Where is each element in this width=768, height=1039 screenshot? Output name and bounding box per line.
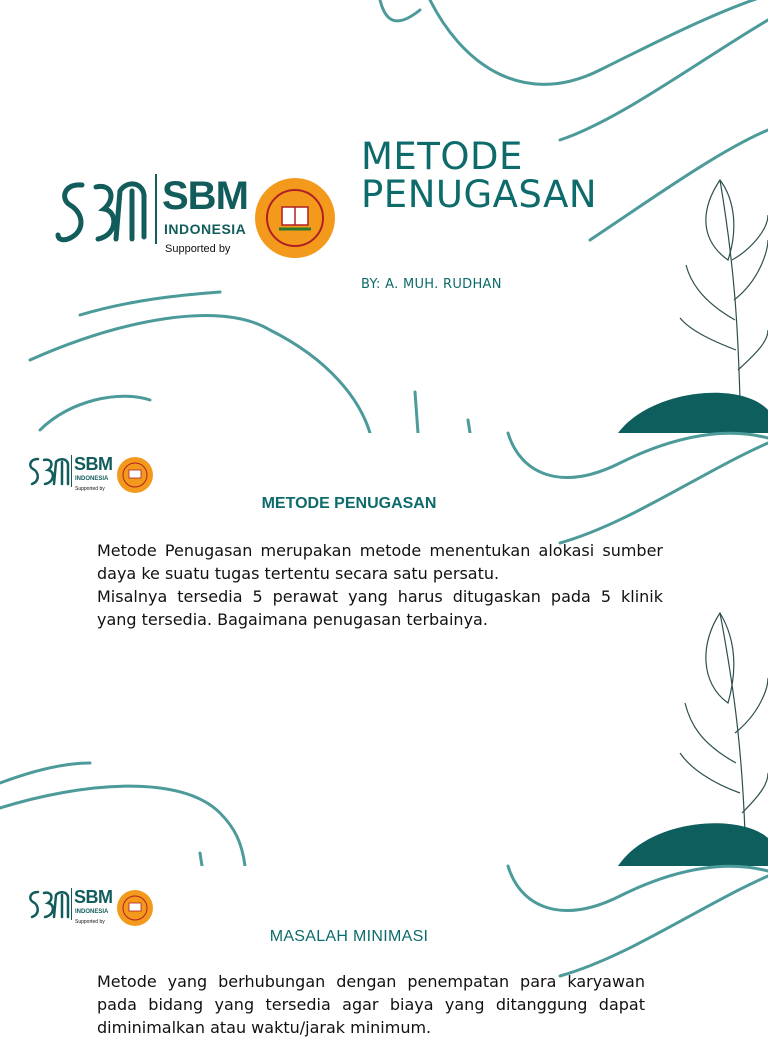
sbm-monogram-icon [26, 889, 74, 923]
supported-text: Supported by [75, 919, 105, 925]
paragraph: Metode Penugasan merupakan metode menentukan alokasi sumber daya ke suatu tugas tertentu secara satu persatu. [97, 541, 663, 583]
sbm-logo-small [26, 886, 156, 930]
country-text: INDONESIA [75, 909, 109, 915]
college-seal-icon [254, 177, 336, 259]
country-text: INDONESIA [75, 476, 109, 482]
slide-heading: MASALAH MINIMASI [269, 928, 429, 945]
slide-body [97, 539, 663, 631]
content-slide-1 [0, 433, 768, 866]
sbm-logo [56, 172, 246, 264]
paragraph: Metode yang berhubungan dengan penempatan para karyawan pada bidang yang tersedia agar biaya yang ditanggung dapat diminimalkan atau waktu/jarak minimum. [97, 972, 645, 1037]
country-text: INDONESIA [164, 221, 247, 237]
brand-text: SBM [162, 174, 248, 218]
slide-body [97, 970, 645, 1039]
supported-text: Supported by [75, 486, 105, 492]
sbm-logo-small [26, 453, 156, 497]
title-slide [0, 0, 768, 433]
college-seal-icon [116, 889, 154, 927]
sbm-monogram-icon [26, 456, 74, 490]
author-text: BY: A. MUH. RUDHAN [361, 277, 502, 292]
slide-title [361, 135, 598, 216]
title-line-2: PENUGASAN [361, 173, 598, 216]
content-slide-2 [0, 866, 768, 1037]
college-seal-icon [116, 456, 154, 494]
slide-heading: METODE PENUGASAN [261, 495, 437, 512]
title-line-1: METODE [361, 135, 523, 178]
paragraph: Misalnya tersedia 5 perawat yang harus ditugaskan pada 5 klinik yang tersedia. Bagaimana penugasan terbainya. [97, 587, 663, 629]
supported-text: Supported by [165, 243, 231, 255]
brand-text: SBM [74, 454, 113, 474]
brand-text: SBM [74, 887, 113, 907]
sbm-monogram-icon [56, 177, 156, 257]
